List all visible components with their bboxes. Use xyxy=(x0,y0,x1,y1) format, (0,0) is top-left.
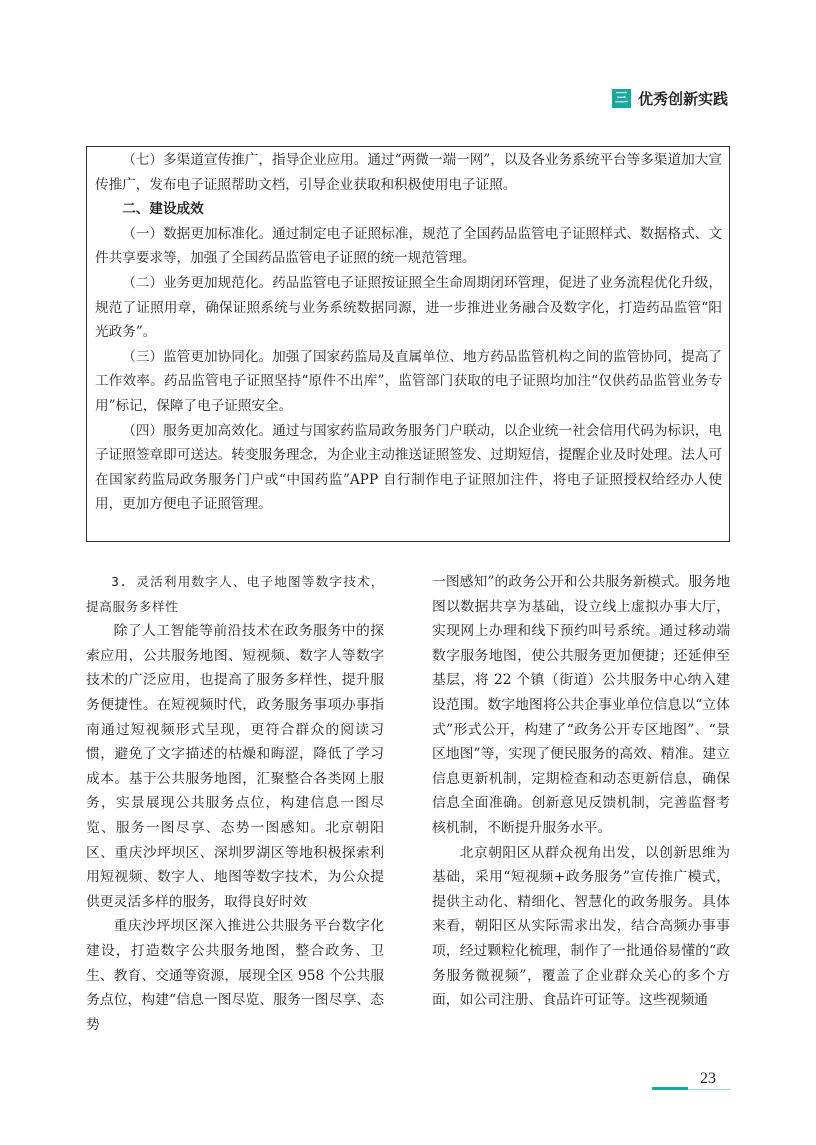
box-paragraph: （三）监管更加协同化。加强了国家药监局及直属单位、地方药品监管机构之间的监管协同，提高了工作效率。药品监管电子证照坚持“原件不出库”，监管部门获取的电子证照均加注“仅供药品监管业务专用”标记，保障了电子证照安全。 xyxy=(95,348,722,414)
running-header xyxy=(612,88,728,109)
right-column xyxy=(432,570,730,1013)
left-column xyxy=(86,570,384,1037)
page-number: 23 xyxy=(700,1070,716,1087)
footer-accent-bar xyxy=(652,1087,688,1090)
body-paragraph: 重庆沙坪坝区深入推进公共服务平台数字化建设，打造数字公共服务地图，整合政务、卫生、教育、交通等资源，展现全区 958 个公共服务点位，构建“信息一图尽览、服务一图尽享、态势 xyxy=(86,918,384,1033)
body-paragraph: 除了人工智能等前沿技术在政务服务中的探索应用，公共服务地图、短视频、数字人等数字技术的广泛应用，也提高了服务多样性，提升服务便捷性。在短视频时代，政务服务事项办事指南通过短视频形式呈现，更符合群众的阅读习惯，避免了文字描述的枯燥和晦涩，降低了学习成本。基于公共服务地图，汇聚整合各类网上服务，实景展现公共服务点位，构建信息一图尽览、服务一图尽享、态势一图感知。北京朝阳区、重庆沙坪坝区、深圳罗湖区等地积极探索利用短视频、数字人、地图等数字技术，为公众提供更灵活多样的服务，取得良好时效 xyxy=(86,623,384,910)
box-heading: 二、建设成效 xyxy=(122,201,204,218)
section-marker-icon: 三 xyxy=(612,89,631,108)
body-paragraph: 北京朝阳区从群众视角出发，以创新思维为基础，采用“短视频+政务服务”宣传推广模式，提供主动化、精细化、智慧化的政务服务。具体来看，朝阳区从实际需求出发，结合高频办事事项，经过颗粒化梳理，制作了一批通俗易懂的“政务服务微视频”，覆盖了企业群众关心的多个方面，如公司注册、食品许可证等。这些视频通 xyxy=(432,844,730,1009)
subsection-heading: 3. 灵活利用数字人、电子地图等数字技术，提高服务多样性 xyxy=(86,574,384,614)
box-paragraph: （四）服务更加高效化。通过与国家药监局政务服务门户联动，以企业统一社会信用代码为标识，电子证照签章即可送达。转变服务理念，为企业主动推送证照签发、过期短信，提醒企业及时处理。法人可在国家药监局政务服务门户或“中国药监”APP 自行制作电子证照加注件，将电子证照授权给经办人使用，更加方便电子证照管理。 xyxy=(95,422,722,513)
body-paragraph-continued: 一图感知”的政务公开和公共服务新模式。服务地图以数据共享为基础，设立线上虚拟办事大厅，实现网上办理和线下预约叫号系统。通过移动端数字服务地图，使公共服务更加便捷；还延伸至基层，将 22 个镇（街道）公共服务中心纳入建设范围。数字地图将公共企事业单位信息以“立体式”形式公开，构建了“政务公开专区地图”、“景区地图”等，实现了便民服务的高效、精准。建立信息更新机制，定期检查和动态更新信息，确保信息全面准确。创新意见反馈机制，完善监督考核机制，不断提升服务水平。 xyxy=(432,574,730,836)
box-paragraph: （二）业务更加规范化。药品监管电子证照按证照全生命周期闭环管理，促进了业务流程优化升级，规范了证照用章，确保证照系统与业务系统数据同源，进一步推进业务融合及数字化，打造药品监管“阳光政务”。 xyxy=(95,274,722,341)
info-box xyxy=(86,146,730,542)
section-title: 优秀创新实践 xyxy=(637,90,728,108)
box-paragraph: （一）数据更加标准化。通过制定电子证照标准，规范了全国药品监管电子证照样式、数据格式、文件共享要求等，加强了全国药品监管电子证照的统一规范管理。 xyxy=(95,225,722,267)
box-paragraph: （七）多渠道宣传推广，指导企业应用。通过“两微一端一网”，以及各业务系统平台等多渠道加大宣传推广，发布电子证照帮助文档，引导企业获取和积极使用电子证照。 xyxy=(95,152,722,193)
